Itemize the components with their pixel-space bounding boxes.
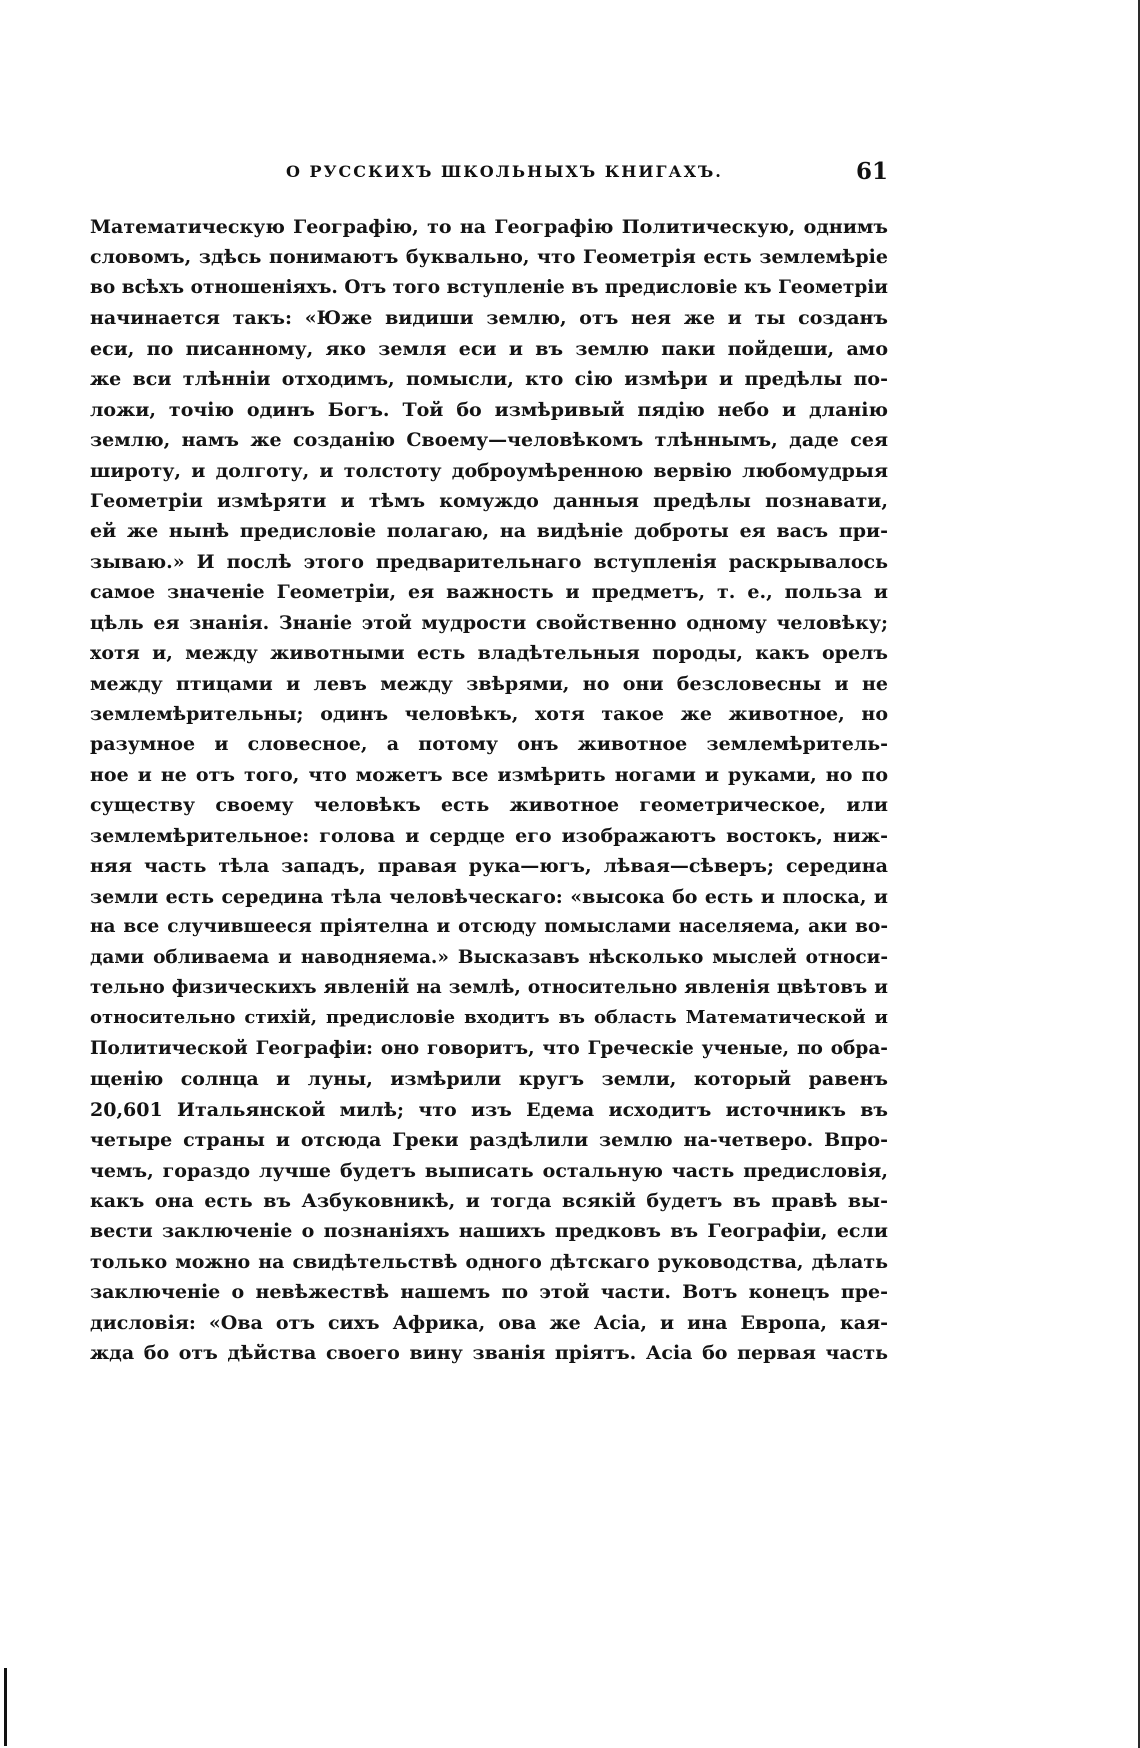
text-line: тельно физическихъ явленій на землѣ, относительно явленія цвѣтовъ и — [90, 976, 888, 998]
text-line: во всѣхъ отношеніяхъ. Отъ того вступленіе въ предисловіе къ Геометріи — [90, 276, 888, 298]
text-line: словомъ, здѣсь понимаютъ буквально, что Геометрія есть землемѣріе — [90, 246, 888, 269]
text-line: землемѣрительны; одинъ человѣкъ, хотя такое же животное, но — [90, 703, 888, 725]
text-line: ложи, точію одинъ Богъ. Той бо измѣривый пядію небо и дланію — [90, 398, 888, 421]
text-line: чемъ, гораздо лучше будетъ выписать остальную часть предисловія, — [90, 1159, 888, 1182]
text-line: широту, и долготу, и толстоту доброумѣренною вервію любомудрыя — [90, 459, 888, 482]
running-head: О РУССКИХЪ ШКОЛЬНЫХЪ КНИГАХЪ. — [286, 162, 723, 181]
text-line: землю, намъ же созданію Своему—человѣкомъ тлѣннымъ, даде сея — [90, 429, 888, 452]
text-line: ей же нынѣ предисловіе полагаю, на видѣніе доброты ея васъ при- — [90, 520, 888, 543]
text-line: цѣль ея знанія. Знаніе этой мудрости свойственно одному человѣку; — [90, 611, 888, 634]
text-line: Математическую Географію, то на Географію Политическую, однимъ — [90, 216, 888, 238]
scan-mark-left — [4, 1668, 7, 1746]
text-line: начинается такъ: «Юже видиши землю, отъ нея же и ты созданъ — [90, 307, 888, 330]
text-line: четыре страны и отсюда Греки раздѣлили землю на-четверо. Впро- — [90, 1129, 888, 1152]
text-line: жда бо отъ дѣйства своего вину званія пріятъ. Асіа бо первая часть — [90, 1342, 888, 1365]
text-line: няя часть тѣла западъ, правая рука—югъ, лѣвая—сѣверъ; середина — [90, 855, 888, 878]
text-line: землемѣрительное: голова и сердце его изображаютъ востокъ, ниж- — [90, 824, 888, 847]
text-line: существу своему человѣкъ есть животное геометрическое, или — [90, 794, 888, 817]
text-line: зываю.» И послѣ этого предварительнаго вступленія раскрывалось — [90, 550, 888, 573]
text-line: заключеніе о невѣжествѣ нашемъ по этой части. Вотъ конецъ пре- — [90, 1281, 888, 1304]
text-line: между птицами и левъ между звѣрями, но они безсловесны и не — [90, 672, 888, 695]
text-line: хотя и, между животными есть владѣтельныя породы, какъ орелъ — [90, 642, 888, 665]
text-line: дисловія: «Ова отъ сихъ Африка, ова же Асіа, и ина Европа, кая- — [90, 1311, 888, 1334]
text-line: какъ она есть въ Азбуковникѣ, и тогда всякій будетъ въ правѣ вы- — [90, 1190, 888, 1212]
text-line: только можно на свидѣтельствѣ одного дѣтскаго руководства, дѣлать — [90, 1250, 888, 1273]
text-line: ное и не отъ того, что можетъ все измѣрить ногами и руками, но по — [90, 763, 888, 786]
text-line: щенію солнца и луны, измѣрили кругъ земли, который равенъ — [90, 1068, 888, 1091]
text-line: самое значеніе Геометріи, ея важность и предметъ, т. е., польза и — [90, 581, 888, 604]
text-line: на все случившееся пріятелна и отсюду помыслами населяема, аки во- — [90, 916, 888, 938]
text-line: Политической Географіи: оно говоритъ, что Греческіе ученые, по обра- — [90, 1037, 888, 1059]
page-header — [90, 160, 888, 190]
text-line: вести заключеніе о познаніяхъ нашихъ предковъ въ Географіи, если — [90, 1220, 888, 1243]
text-line: разумное и словесное, а потому онъ животное землемѣритель- — [90, 733, 888, 756]
text-line: относительно стихій, предисловіе входитъ въ область Математической и — [90, 1007, 888, 1029]
page-number: 61 — [855, 158, 888, 185]
text-line: еси, по писанному, яко земля еси и въ землю паки пойдеши, амо — [90, 337, 888, 360]
text-line: же вси тлѣнніи отходимъ, помысли, кто сію измѣри и предѣлы по- — [90, 368, 888, 391]
text-line: дами обливаема и наводняема.» Высказавъ нѣсколько мыслей относи- — [90, 946, 888, 968]
text-line: земли есть середина тѣла человѣческаго: «высока бо есть и плоска, и — [90, 885, 888, 908]
text-line: 20,601 Итальянской милѣ; что изъ Едема исходитъ источникъ въ — [90, 1098, 888, 1121]
text-line: Геометріи измѣряти и тѣмъ комуждо данныя предѣлы познавати, — [90, 489, 888, 512]
body-text — [90, 212, 888, 1369]
